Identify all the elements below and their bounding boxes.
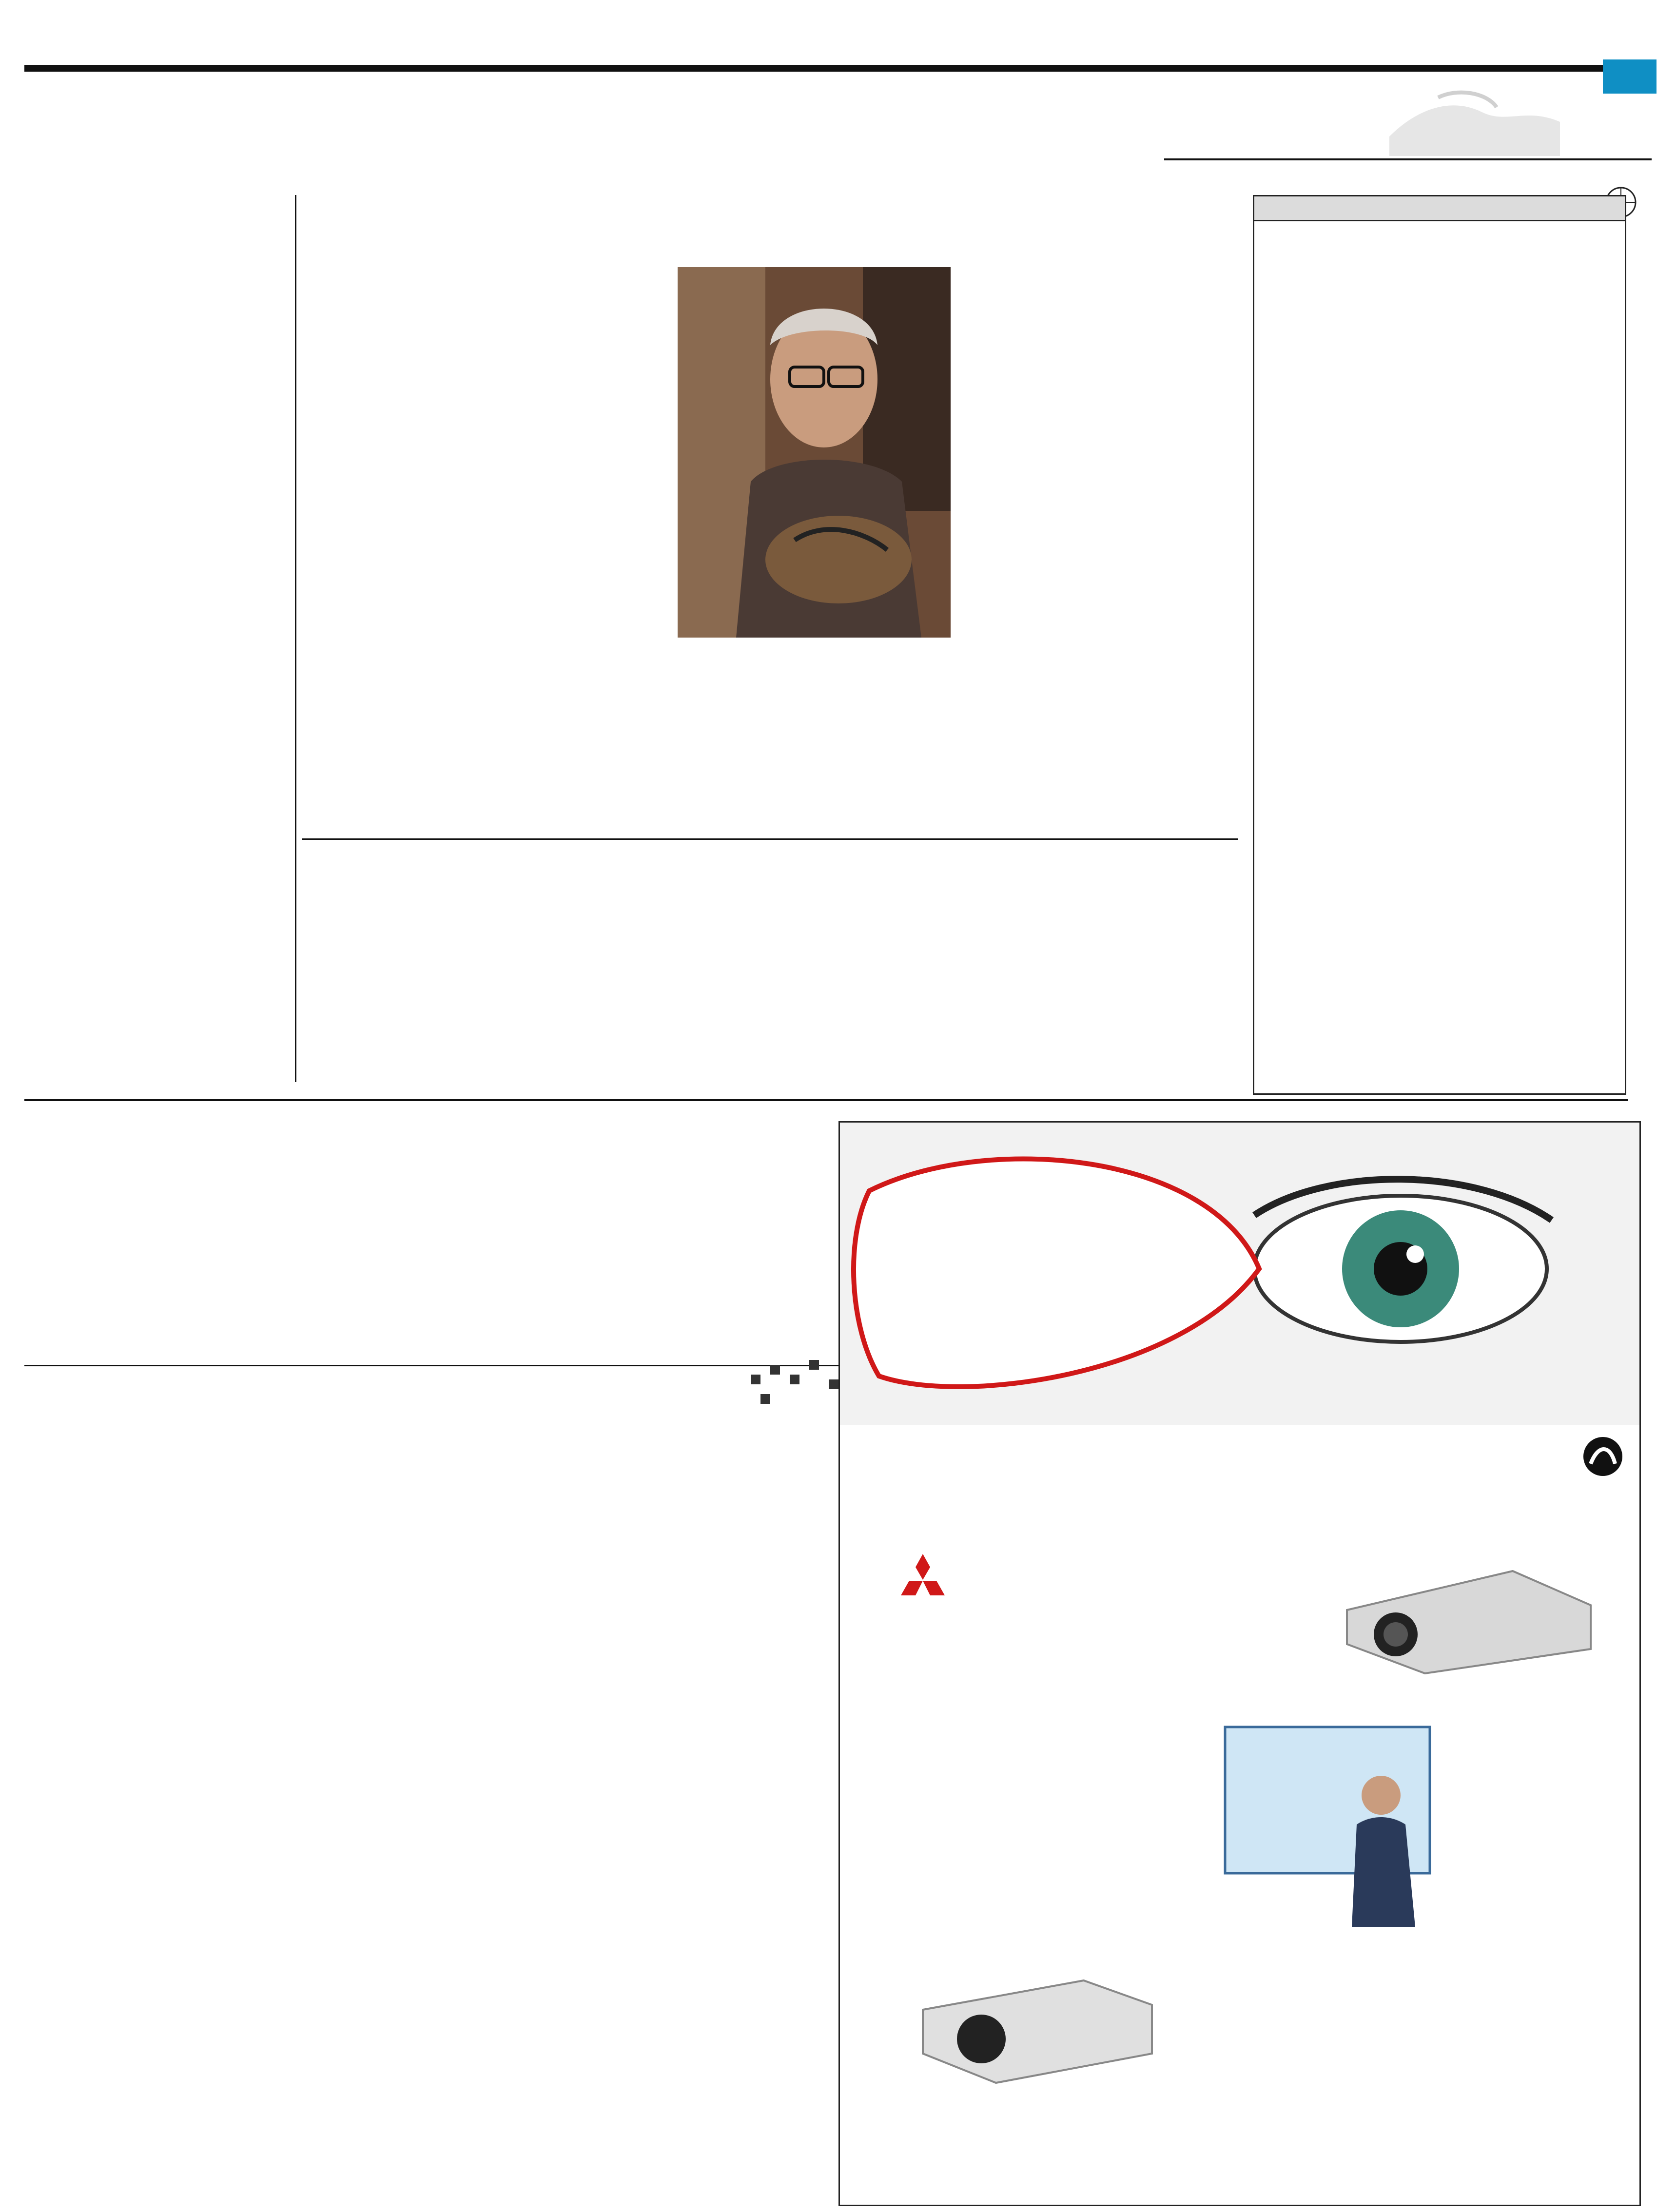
section-underline [1164,158,1652,160]
news-station-box [1253,195,1626,1095]
main-article-col2a [814,636,951,831]
main-article-col1 [960,271,1233,821]
projector-image [1327,1552,1600,1678]
crossword-solution-grid [575,1994,795,2198]
portrait-photo [678,267,951,638]
news-station-heading [1254,196,1625,221]
column-divider [295,195,296,1082]
benq-projector-image [908,1951,1162,2088]
mitsubishi-logo-icon [898,1552,947,1600]
crossword-grid-wrap [41,1657,563,2145]
left-article-body [24,263,292,1082]
divider [302,838,1238,840]
eye-graphic [840,1123,1639,1425]
divider [24,1365,853,1366]
crossword-horizontal-clues [575,1440,853,2016]
crossword-horizontal-clues-cont [24,1418,288,1628]
globe-icon [1380,78,1570,166]
main-article-col2b [678,636,807,831]
crossword-vertical-clues [292,1440,565,1630]
main-article-col3 [302,271,668,807]
news-item-body [1264,544,1615,768]
cinema-article-body [24,1165,853,1355]
news-item-body [1264,773,1615,1027]
crossword-decoration [746,1355,853,1409]
masthead-bar [24,65,1628,72]
presenter-image [1220,1722,1435,1927]
theater-article-body [302,912,1238,1087]
company-logo-icon [1581,1435,1625,1478]
page-number [1603,59,1657,94]
news-item-body [1264,227,1615,539]
divider [24,1099,1628,1101]
advert-box [838,1121,1641,2206]
